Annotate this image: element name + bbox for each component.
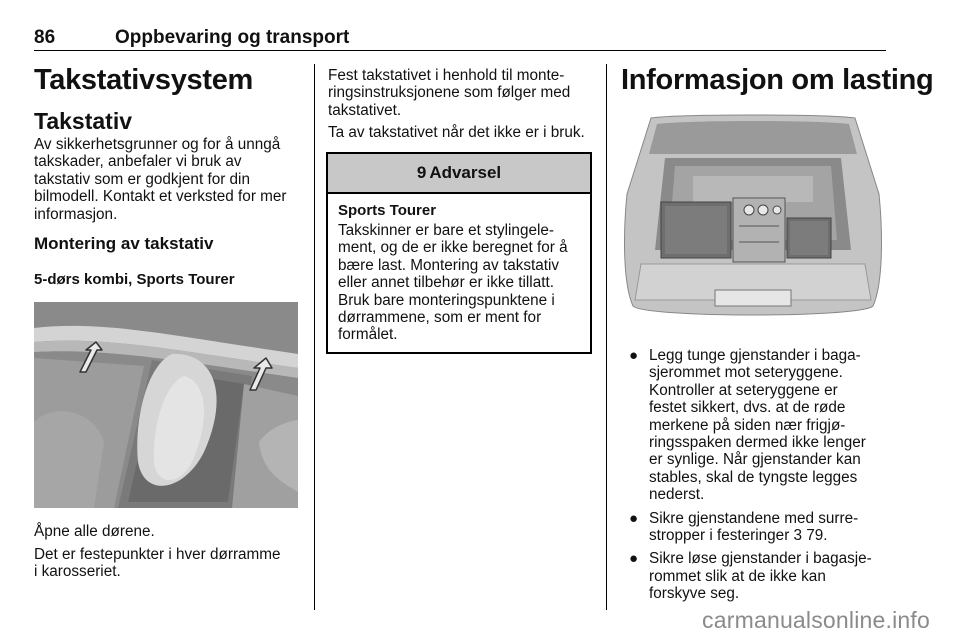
bullet-text: Sikre gjenstandene med surre- stropper i festeringer 3 79. (649, 509, 859, 545)
watermark-text: carmanualsonline.info (702, 607, 930, 633)
header-rule (34, 50, 886, 51)
fit-instructions-text: Fest takstativet i henhold til monte- ringsinstruksjonene som følger med takstativet. (328, 67, 571, 119)
luggage-compartment-drawing (621, 114, 885, 328)
list-item (621, 510, 891, 545)
page-number: 86 (34, 27, 56, 48)
section-title-loading-info: Informasjon om lasting (621, 64, 934, 96)
remove-when-unused-text: Ta av takstativet når det ikke er i bruk. (328, 124, 585, 141)
list-item (621, 550, 891, 602)
section-title-roof-rack-system: Takstativsystem (34, 64, 254, 96)
model-heading: 5-dørs kombi, Sports Tourer (34, 271, 235, 288)
bullet-icon: ● (629, 347, 639, 364)
column-divider-right (606, 64, 607, 610)
warning-header (328, 154, 590, 194)
loading-bullet-list (621, 347, 891, 603)
running-header-title: Oppbevaring og transport (115, 27, 350, 48)
intro-paragraph: Av sikkerhetsgrunner og for å unngå takskader, anbefaler vi bruk av takstativ som er godkjent for din bilmodell. Kontakt et verksted for mer informasjon. (34, 136, 287, 223)
bullet-icon: ● (629, 550, 639, 568)
list-item (621, 347, 891, 504)
warning-box (326, 152, 592, 354)
subsection-title-roof-rack: Takstativ (34, 108, 133, 134)
bullet-text: Legg tunge gjenstander i baga- sjerommet mot seteryggene. Kontroller at seteryggene er festet sikkert, dvs. at de røde merkene på siden nær frigjø- ringsspaken dermed ikke lenger er synlige. Når gjenstander kan stables, skal de tyngste legges nederst. (649, 347, 866, 504)
warning-subheading: Sports Tourer (338, 202, 437, 219)
warning-icon: 9 (416, 163, 427, 182)
door-frame-drawing (34, 302, 298, 508)
bullet-text: Sikre løse gjenstander i bagasje- rommet slik at de ikke kan forskyve seg. (649, 550, 872, 603)
column-divider-left (314, 64, 315, 610)
mounting-heading: Montering av takstativ (34, 234, 214, 253)
door-frame-illustration (34, 302, 298, 508)
warning-title: Advarsel (429, 163, 502, 182)
fixing-points-text: Det er festepunkter i hver dørramme i karosseriet. (34, 546, 281, 581)
bullet-icon: ● (629, 509, 639, 527)
open-doors-text: Åpne alle dørene. (34, 523, 155, 540)
warning-body: Takskinner er bare et stylingele- ment, og de er ikke beregnet for å bære last. Montering av takstativ eller annet tilbehør er ikke tillatt. Bruk bare monteringspunktene i dørrammene, som er ment for formålet. (338, 222, 568, 344)
luggage-compartment-illustration (621, 114, 885, 328)
